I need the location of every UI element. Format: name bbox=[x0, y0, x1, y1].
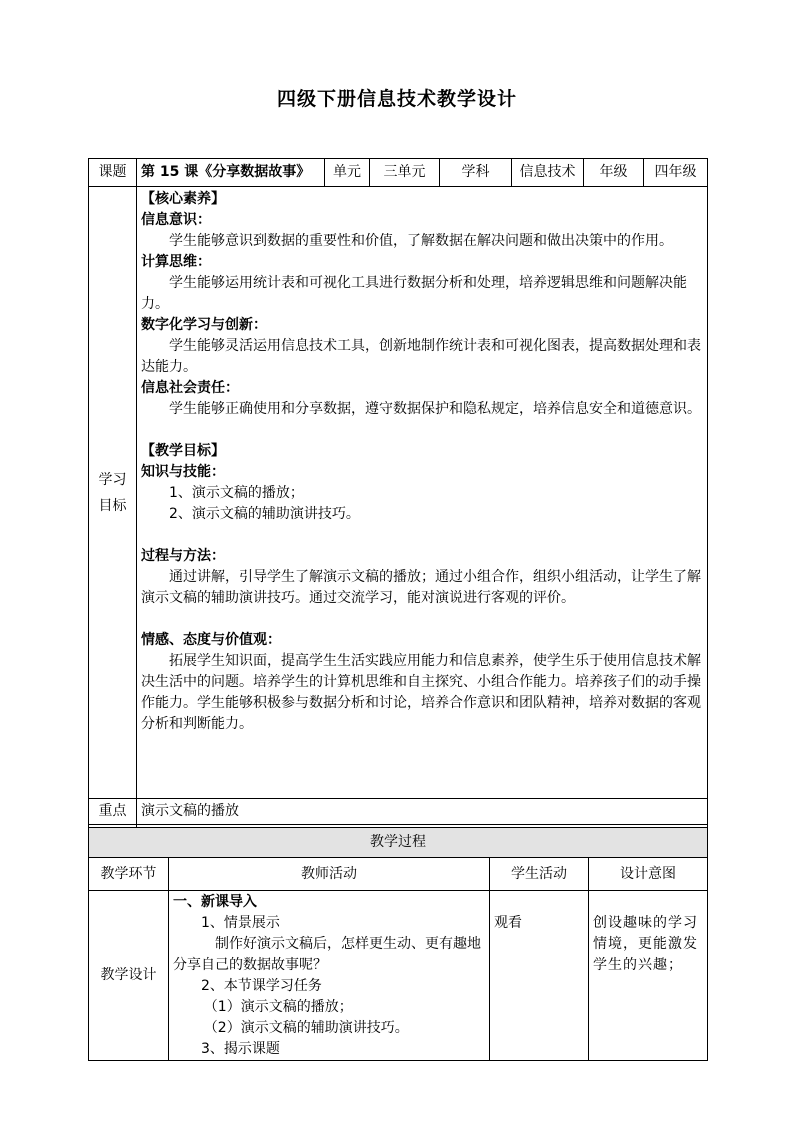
key-point-label: 重点 bbox=[89, 799, 137, 825]
teaching-goals-heading: 【教学目标】 bbox=[141, 443, 225, 459]
process-section-title: 教学过程 bbox=[89, 828, 708, 858]
header-teacher-activity: 教师活动 bbox=[169, 858, 490, 891]
lesson-label: 课题 bbox=[89, 159, 137, 187]
intro-heading: 一、新课导入 bbox=[173, 894, 257, 910]
grade-value: 四年级 bbox=[644, 159, 708, 187]
unit-value: 三单元 bbox=[370, 159, 440, 187]
header-student-activity: 学生活动 bbox=[490, 858, 589, 891]
core-item-text: 学生能够灵活运用信息技术工具，创新地制作统计表和可视化图表，提高数据处理和表达能力。 bbox=[141, 338, 701, 375]
lesson-info-table bbox=[88, 158, 708, 851]
design-intent-cell: 创设趣味的学习情境，更能激发学生的兴趣； bbox=[589, 891, 708, 1061]
core-item-heading: 信息社会责任： bbox=[141, 380, 239, 396]
lesson-title: 第 15 课《分享数据故事》 bbox=[137, 159, 325, 187]
objectives-content bbox=[137, 187, 708, 799]
activity-item: 2、本节课学习任务 bbox=[201, 978, 322, 994]
process-text: 通过讲解，引导学生了解演示文稿的播放；通过小组合作，组织小组活动，让学生了解演示文稿的辅助演讲技巧。通过交流学习，能对演说进行客观的评价。 bbox=[141, 569, 701, 606]
page-title: 四级下册信息技术教学设计 bbox=[276, 88, 517, 110]
key-point-text: 演示文稿的播放 bbox=[137, 799, 708, 825]
teaching-process-table bbox=[88, 827, 708, 1061]
activity-item: 1、情景展示 bbox=[201, 915, 280, 931]
task-item: （2）演示文稿的辅助演讲技巧。 bbox=[203, 1020, 409, 1036]
process-heading: 过程与方法： bbox=[141, 548, 225, 564]
objectives-label bbox=[89, 187, 137, 799]
core-item-text: 学生能够意识到数据的重要性和价值，了解数据在解决问题和做出决策中的作用。 bbox=[169, 233, 673, 249]
subject-value: 信息技术 bbox=[512, 159, 584, 187]
stage-cell: 教学设计 bbox=[89, 891, 169, 1061]
grade-label: 年级 bbox=[584, 159, 644, 187]
unit-label: 单元 bbox=[325, 159, 370, 187]
header-stage: 教学环节 bbox=[89, 858, 169, 891]
emotion-text: 拓展学生知识面，提高学生生活实践应用能力和信息素养，使学生乐于使用信息技术解决生活中的问题。培养学生的计算机思维和自主探究、小组合作能力。培养孩子们的动手操作能力。学生能够积极参与数据分析和讨论，培养合作意识和团队精神，培养对数据的客观分析和判断能力。 bbox=[141, 653, 701, 732]
core-item-text: 学生能够正确使用和分享数据，遵守数据保护和隐私规定，培养信息安全和道德意识。 bbox=[169, 401, 701, 417]
core-literacy-heading: 【核心素养】 bbox=[141, 191, 225, 207]
activity-text: 制作好演示文稿后，怎样更生动、更有趣地分享自己的数据故事呢？ bbox=[173, 936, 481, 973]
activity-item: 3、揭示课题 bbox=[201, 1041, 280, 1057]
knowledge-heading: 知识与技能： bbox=[141, 464, 225, 480]
knowledge-item: 2、演示文稿的辅助演讲技巧。 bbox=[169, 506, 360, 522]
objectives-label-line2: 目标 bbox=[98, 497, 127, 514]
objectives-label-line1: 学习 bbox=[98, 471, 127, 488]
knowledge-item: 1、演示文稿的播放； bbox=[169, 485, 304, 501]
core-item-heading: 数字化学习与创新： bbox=[141, 317, 267, 333]
core-item-heading: 计算思维： bbox=[141, 254, 211, 270]
emotion-heading: 情感、态度与价值观： bbox=[141, 632, 281, 648]
header-design-intent: 设计意图 bbox=[589, 858, 708, 891]
core-item-text: 学生能够运用统计表和可视化工具进行数据分析和处理，培养逻辑思维和问题解决能力。 bbox=[141, 275, 687, 312]
teacher-activity-cell bbox=[169, 891, 490, 1061]
task-item: （1）演示文稿的播放； bbox=[203, 999, 353, 1015]
student-activity-cell: 观看 bbox=[490, 891, 589, 1061]
subject-label: 学科 bbox=[440, 159, 512, 187]
core-item-heading: 信息意识： bbox=[141, 212, 211, 228]
